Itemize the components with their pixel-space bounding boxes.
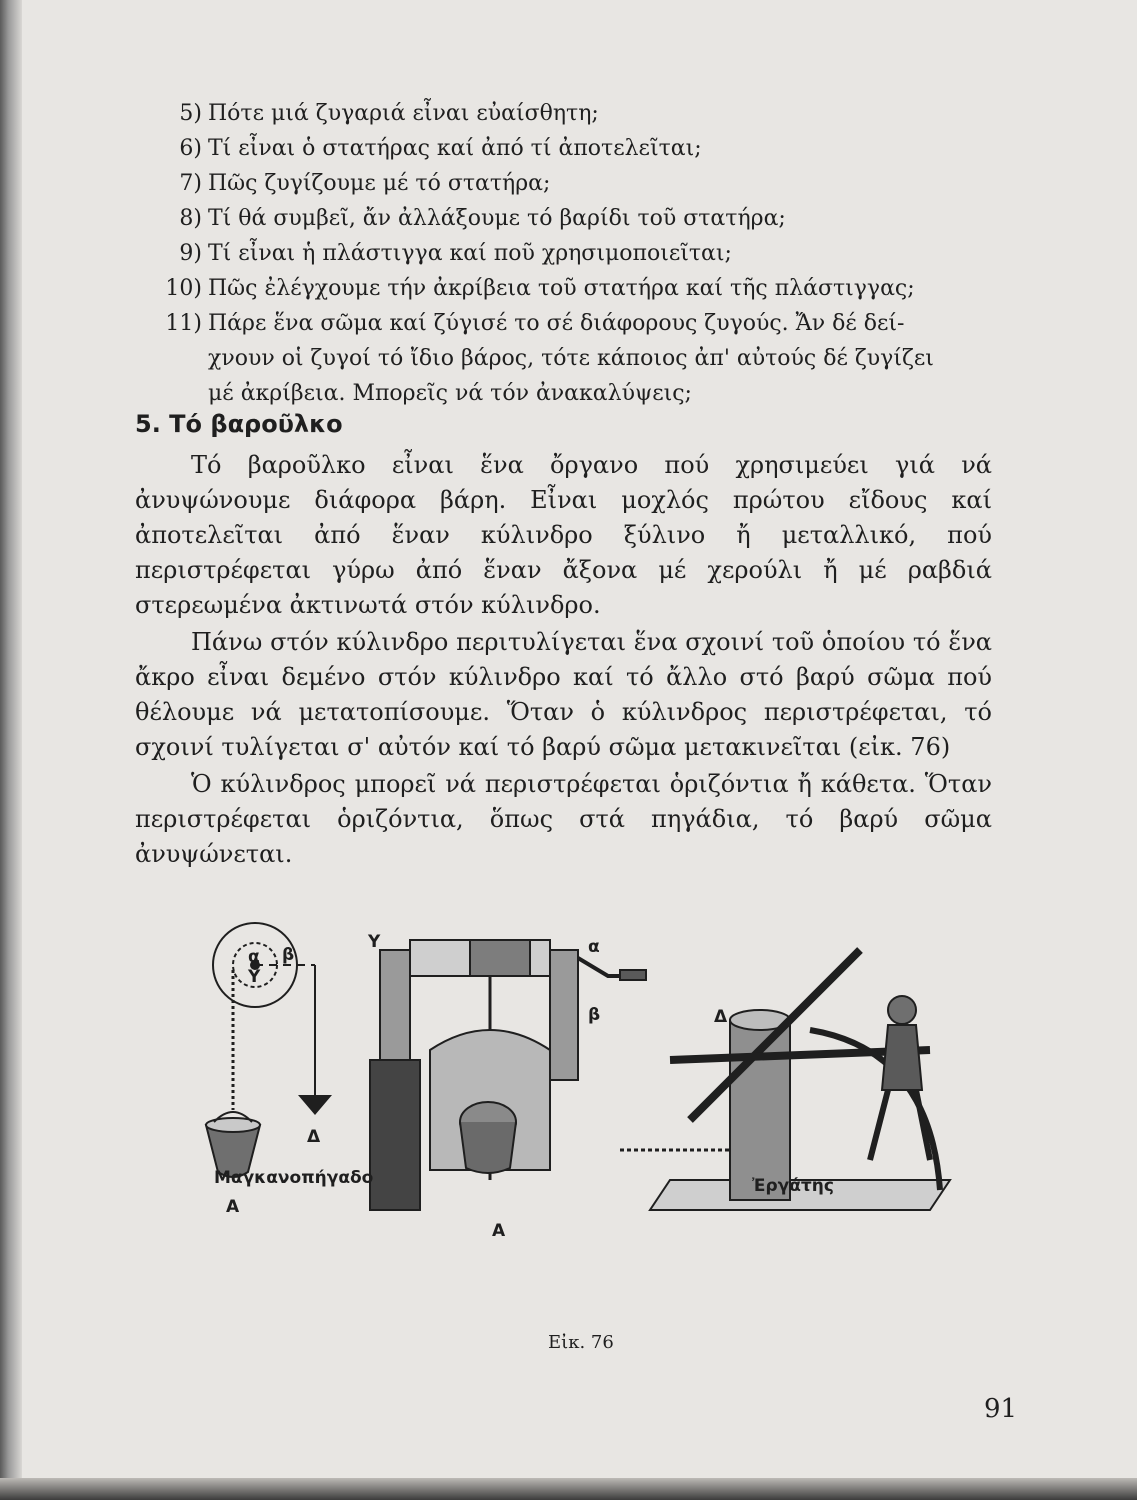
label-delta-well: Δ (714, 1007, 728, 1027)
page-bottom-edge (0, 1478, 1137, 1500)
review-questions (160, 96, 960, 411)
question-item: 8) Τί θά συμβεῖ, ἄν ἀλλάξουμε τό βαρίδι τοῦ στατήρα; (179, 206, 786, 231)
windlass-illustration (170, 910, 990, 1240)
question-item: 7) Πῶς ζυγίζουμε μέ τό στατήρα; (179, 171, 551, 196)
question-continuation: χνουν οἱ ζυγοί τό ἴδιο βάρος, τότε κάποιος ἀπ' αὐτούς δέ ζυγίζει (208, 346, 934, 371)
label-A-well: Α (492, 1221, 506, 1240)
question-item: 11) Πάρε ἕνα σῶμα καί ζύγισέ το σέ διάφορους ζυγούς. Ἄν δέ δεί- (165, 311, 905, 336)
question-item: 6) Τί εἶναι ὁ στατήρας καί ἀπό τί ἀποτελεῖται; (179, 136, 702, 161)
section-body (135, 448, 992, 874)
book-binding-shadow (0, 0, 22, 1500)
well-windlass (370, 940, 646, 1210)
page-number: 91 (984, 1394, 1018, 1424)
paragraph: Τό βαροῦλκο εἶναι ἕνα ὄργανο πού χρησιμεύει γιά νά ἀνυψώνουμε διάφορα βάρη. Εἶναι μοχλός πρώτου εἴδους καί ἀποτελεῖται ἀπό ἕναν κύλινδρο ξύλινο ἤ μεταλλικό, πού περιστρέφεται γύρω ἀπό ἕναν ἄξονα μέ χερούλι ἤ μέ ραβδιά στερεωμένα ἀκτινωτά στόν κύλινδρο. (135, 451, 992, 619)
caption-capstan: Ἐργάτης (752, 1176, 834, 1196)
paragraph: Ὁ κύλινδρος μπορεῖ νά περιστρέφεται ὁριζόντια ἤ κάθετα. Ὅταν περιστρέφεται ὁριζόντια, ὅπως στά πηγάδια, τό βαρύ σῶμα ἀνυψώνεται. (135, 770, 992, 868)
label-upsilon: Υ (368, 932, 381, 952)
label-alpha-well: α (588, 937, 600, 957)
label-beta-well: β (588, 1005, 601, 1025)
question-item: 9) Τί εἶναι ἡ πλάστιγγα καί ποῦ χρησιμοποιεῖται; (179, 241, 732, 266)
section-title: 5. Τό βαροῦλκο (135, 410, 343, 438)
caption-well-windlass: Μαγκανοπήγαδο (214, 1168, 374, 1188)
question-continuation: μέ ἀκρίβεια. Μπορεῖς νά τόν ἀνακαλύψεις; (208, 381, 692, 406)
label-alpha: α (248, 947, 260, 967)
paragraph: Πάνω στόν κύλινδρο περιτυλίγεται ἕνα σχοινί τοῦ ὁποίου τό ἕνα ἄκρο εἶναι δεμένο στόν κύλινδρο καί τό ἄλλο στό βαρύ σῶμα πού θέλουμε νά μετατοπίσουμε. Ὅταν ὁ κύλινδρος περιστρέφεται, τό σχοινί τυλίγεται σ' αὐτόν καί τό βαρύ σῶμα μετακινεῖται (εἰκ. 76) (135, 628, 992, 761)
label-beta: β (282, 945, 295, 965)
label-upsilon-small: Υ (248, 967, 261, 987)
figure-76 (170, 910, 990, 1240)
question-item: 10) Πῶς ἐλέγχουμε τήν ἀκρίβεια τοῦ στατήρα καί τῆς πλάστιγγας; (165, 276, 915, 301)
label-A: Α (226, 1197, 240, 1217)
label-delta: Δ (307, 1127, 321, 1147)
question-item: 5) Πότε μιά ζυγαριά εἶναι εὐαίσθητη; (179, 101, 599, 126)
capstan-machine (620, 950, 950, 1210)
figure-label: Εἰκ. 76 (548, 1332, 614, 1353)
